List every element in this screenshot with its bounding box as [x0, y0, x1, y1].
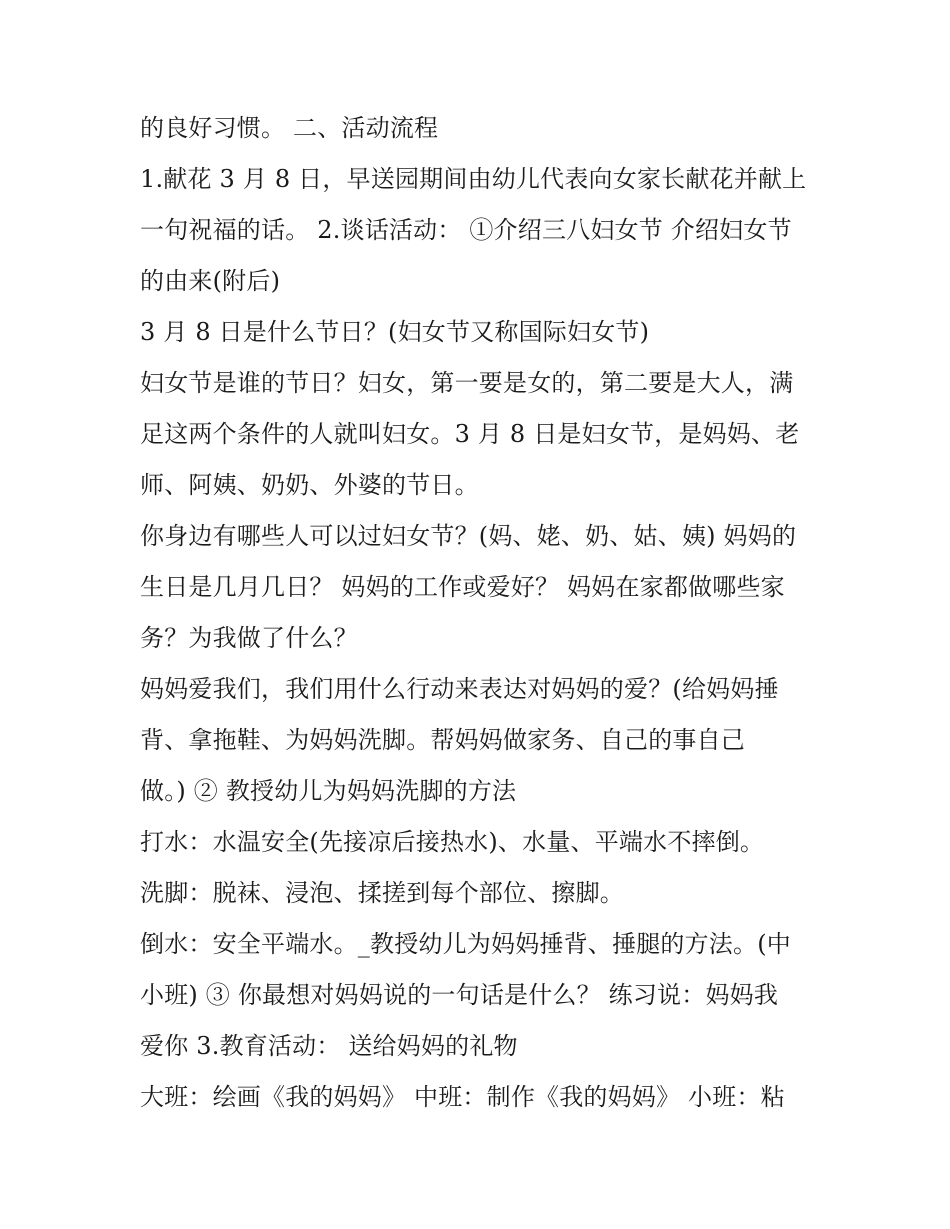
text-line-17: 倒水：安全平端水。_教授幼儿为妈妈捶背、捶腿的方法。(中 [140, 930, 791, 958]
text-line-1: 的良好习惯。 二、活动流程 [140, 114, 439, 142]
text-line-13: 背、拿拖鞋、为妈妈洗脚。帮妈妈做家务、自己的事自己 [140, 726, 745, 754]
text-line-15: 打水：水温安全(先接凉后接热水)、水量、平端水不摔倒。 [140, 828, 765, 856]
text-line-14: 做。) ② 教授幼儿为妈妈洗脚的方法 [140, 777, 517, 805]
text-line-10: 生日是几月几日？ 妈妈的工作或爱好？ 妈妈在家都做哪些家 [140, 573, 785, 601]
text-line-4: 的由来(附后) [140, 267, 281, 295]
text-line-2: 1.献花 3 月 8 日，早送园期间由幼儿代表向女家长献花并献上 [140, 165, 807, 193]
text-line-8: 师、阿姨、奶奶、外婆的节日。 [140, 471, 479, 499]
text-line-18: 小班) ③ 你最想对妈妈说的一句话是什么？ 练习说：妈妈我 [140, 981, 779, 1009]
text-line-5: 3 月 8 日是什么节日？(妇女节又称国际妇女节) [140, 318, 650, 346]
text-line-19: 爱你 3.教育活动： 送给妈妈的礼物 [140, 1032, 518, 1060]
text-line-20: 大班：绘画《我的妈妈》 中班：制作《我的妈妈》 小班：粘 [140, 1083, 785, 1111]
text-line-11: 务？为我做了什么？ [140, 624, 358, 652]
document-body [140, 103, 820, 1123]
text-line-3: 一句祝福的话。 2.谈话活动： ①介绍三八妇女节 介绍妇女节 [140, 216, 792, 244]
text-line-12: 妈妈爱我们，我们用什么行动来表达对妈妈的爱？(给妈妈捶 [140, 675, 779, 703]
text-line-6: 妇女节是谁的节日？妇女，第一要是女的，第二要是大人，满 [140, 369, 794, 397]
text-line-9: 你身边有哪些人可以过妇女节？(妈、姥、奶、姑、姨) 妈妈的 [140, 522, 797, 550]
text-line-7: 足这两个条件的人就叫妇女。3 月 8 日是妇女节，是妈妈、老 [140, 420, 800, 448]
text-line-16: 洗脚：脱袜、浸泡、揉搓到每个部位、擦脚。 [140, 879, 624, 907]
